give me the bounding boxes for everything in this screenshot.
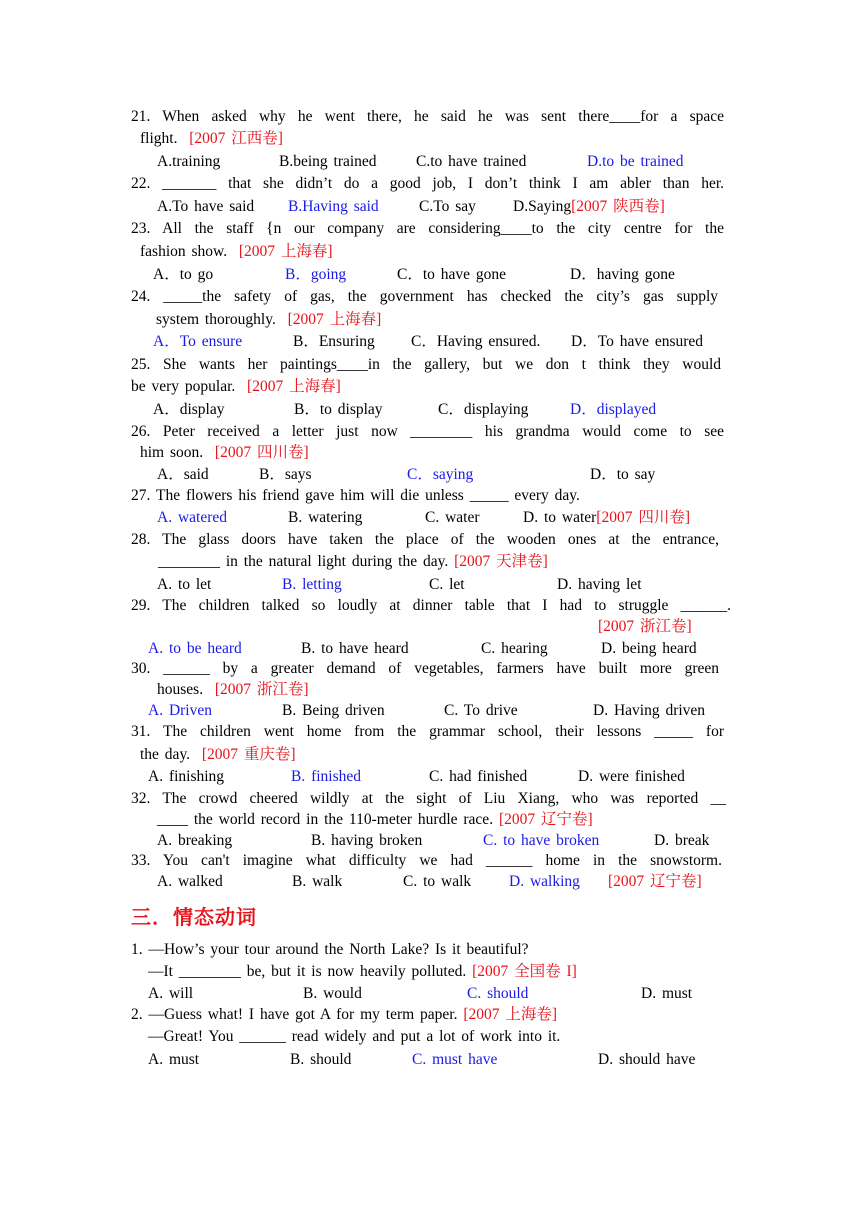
question-23-stem-cont: fashion show. [2007 上海春] [140,243,333,260]
m2-option-d: D. should have [598,1051,696,1068]
source-tag: [2007 上海春] [287,311,382,328]
q25-option-a: A．display [153,401,225,418]
question-29-stem: 29. The children talked so loudly at dinner table that I had to struggle ______. [131,597,731,614]
source-tag: [2007 重庆卷] [201,746,296,763]
q23-option-d: D．having gone [570,266,675,283]
q23-option-b-answer: B．going [285,266,347,283]
q33-option-a: A. walked [157,873,223,890]
q33-option-c: C. to walk [403,873,472,890]
q21-option-b: B.being trained [279,153,377,170]
q30-option-b: B. Being driven [282,702,385,719]
source-tag: [2007 陕西卷] [571,198,665,215]
source-tag: [2007 上海春] [247,378,341,395]
q29-option-c: C. hearing [481,640,548,657]
q25-option-c: C．displaying [438,401,529,418]
m1-option-a: A. will [148,985,194,1002]
q31-option-b-answer: B. finished [291,768,362,785]
question-21-stem-cont: flight. [2007 江西卷] [140,130,283,147]
q32-option-c-answer: C. to have broken [483,832,600,849]
question-31-stem-cont: the day. [2007 重庆卷] [140,746,296,763]
question-33-stem: 33. You can't imagine what difficulty we had ______ home in the snowstorm. [131,852,722,869]
question-22-stem: 22. _______ that she didn’t do a good job, I don’t think I am abler than her. [131,175,725,192]
q32-option-d: D. break [654,832,710,849]
m1-option-d: D. must [641,985,693,1002]
q26-option-d: D．to say [590,466,656,483]
question-30-stem-cont: houses. [2007 浙江卷] [157,681,309,698]
section-heading: 三．情态动词 [131,905,257,929]
q26-option-a: A．said [157,466,209,483]
q28-option-a: A. to let [157,576,212,593]
source-tag: [2007 上海春] [238,243,333,260]
q27-option-b: B. watering [288,509,363,526]
question-24-stem-cont: system thoroughly. [2007 上海春] [156,311,382,328]
m1-option-b: B. would [303,985,362,1002]
modal-question-2-stem: 2. —Guess what! I have got A for my term paper. [2007 上海卷] [131,1006,558,1023]
q31-option-d: D. were finished [578,768,685,785]
q32-option-a: A. breaking [157,832,233,849]
m1-option-c-answer: C. should [467,985,529,1002]
q27-option-d: D. to water[2007 四川卷] [523,509,690,526]
question-27-stem: 27. The flowers his friend gave him will die unless _____ every day. [131,487,580,504]
source-tag: [2007 全国卷 I] [472,963,577,980]
question-21-stem: 21. When asked why he went there, he said he was sent there____for a space [131,108,724,125]
m2-option-a: A. must [148,1051,200,1068]
question-26-stem: 26. Peter received a letter just now ________ his grandma would come to see [131,423,725,440]
q21-option-a: A.training [157,153,221,170]
q24-option-a-answer: A．To ensure [153,333,243,350]
source-tag: [2007 辽宁卷] [608,873,702,890]
q30-option-c: C. To drive [444,702,518,719]
source-tag: [2007 辽宁卷] [498,811,593,828]
source-tag: [2007 天津卷] [454,553,548,570]
source-tag: [2007 江西卷] [189,130,283,147]
q25-option-b: B．to display [294,401,383,418]
q33-option-b: B. walk [292,873,343,890]
q27-option-a-answer: A. watered [157,509,227,526]
q26-option-b: B．says [259,466,312,483]
q28-option-c: C. let [429,576,465,593]
source-tag: [2007 浙江卷] [214,681,309,698]
q30-option-d: D. Having driven [593,702,706,719]
q26-option-c-answer: C．saying [407,466,474,483]
source-tag: [2007 四川卷] [214,444,309,461]
modal-question-2-response: —Great! You ______ read widely and put a lot of work into it. [148,1028,561,1045]
q29-option-a-answer: A. to be heard [148,640,242,657]
q31-option-c: C. had finished [429,768,528,785]
q24-option-c: C．Having ensured. [411,333,541,350]
q21-option-c: C.to have trained [416,153,527,170]
question-32-stem-cont: ____ the world record in the 110-meter hurdle race. [2007 辽宁卷] [157,811,593,828]
modal-question-1-response: —It ________ be, but it is now heavily polluted. [2007 全国卷 I] [148,963,577,980]
q23-option-a: A．to go [153,266,214,283]
q31-option-a: A. finishing [148,768,225,785]
question-28-stem-cont: ________ in the natural light during the day. [2007 天津卷] [158,553,548,570]
q32-option-b: B. having broken [311,832,423,849]
q27-option-c: C. water [425,509,480,526]
q28-option-b-answer: B. letting [282,576,342,593]
q21-option-d-answer: D.to be trained [587,153,684,170]
modal-question-1-stem: 1. —How’s your tour around the North Lake? Is it beautiful? [131,941,529,958]
question-30-stem: 30. ______ by a greater demand of vegetables, farmers have built more green [131,660,720,677]
source-tag: [2007 四川卷] [596,509,690,526]
question-26-stem-cont: him soon. [2007 四川卷] [140,444,309,461]
source-tag: [2007 上海卷] [463,1006,558,1023]
q29-option-d: D. being heard [601,640,697,657]
question-32-stem: 32. The crowd cheered wildly at the sight of Liu Xiang, who was reported __ [131,790,726,807]
q22-option-b-answer: B.Having said [288,198,379,215]
q22-option-c: C.To say [419,198,476,215]
question-31-stem: 31. The children went home from the grammar school, their lessons _____ for [131,723,724,740]
q24-option-b: B．Ensuring [293,333,375,350]
q30-option-a-answer: A. Driven [148,702,212,719]
question-25-stem: 25. She wants her paintings____in the gallery, but we don t think they would [131,356,722,373]
q24-option-d: D．To have ensured [571,333,704,350]
q22-option-a: A.To have said [157,198,255,215]
q29-option-b: B. to have heard [301,640,409,657]
question-28-stem: 28. The glass doors have taken the place of the wooden ones at the entrance, [131,531,719,548]
question-23-stem: 23. All the staff {n our company are considering____to the city centre for the [131,220,724,237]
q22-option-d: D.Saying[2007 陕西卷] [513,198,665,215]
q28-option-d: D. having let [557,576,642,593]
question-24-stem: 24. _____the safety of gas, the government has checked the city’s gas supply [131,288,718,305]
q23-option-c: C．to have gone [397,266,507,283]
question-25-stem-cont: be very popular. [2007 上海春] [131,378,341,395]
source-tag: [2007 浙江卷] [598,618,692,635]
m2-option-c-answer: C. must have [412,1051,498,1068]
m2-option-b: B. should [290,1051,352,1068]
q33-option-d-answer: D. walking [509,873,580,890]
q25-option-d-answer: D．displayed [570,401,657,418]
